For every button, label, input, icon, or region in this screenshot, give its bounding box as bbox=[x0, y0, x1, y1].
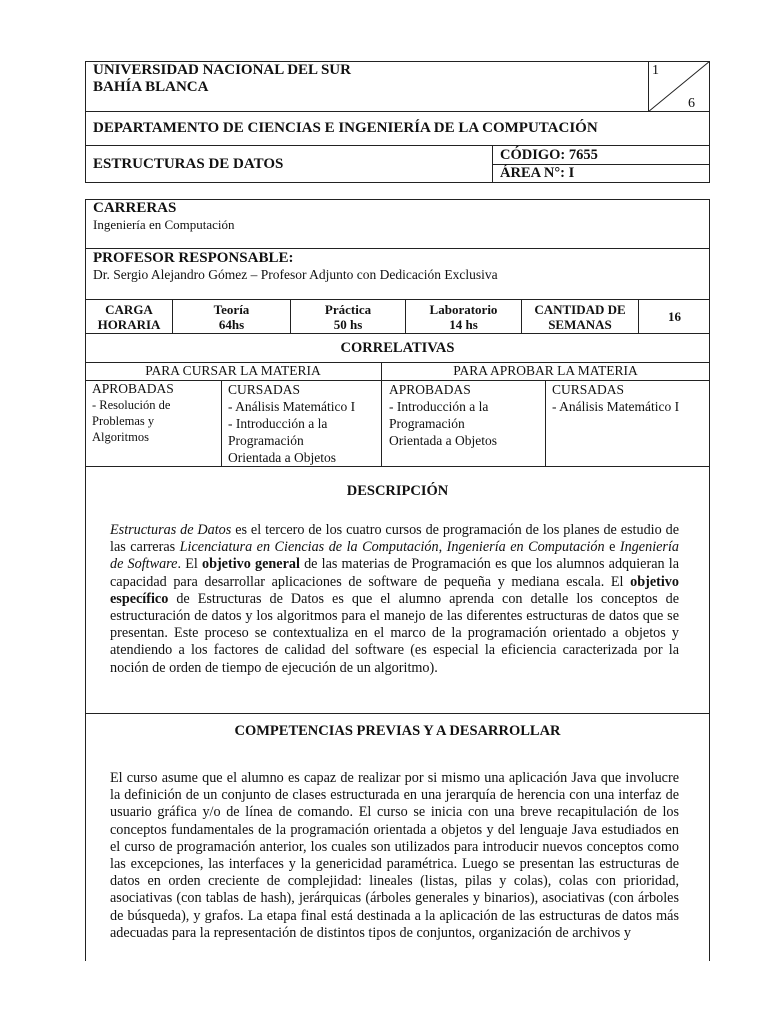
correlativas-col-enrolled-take bbox=[228, 381, 380, 466]
description-heading: DESCRIPCIÓN bbox=[346, 483, 449, 499]
correlativas-col-enrolled-pass bbox=[552, 381, 708, 415]
correlativas-col-approved-pass bbox=[389, 381, 544, 449]
weeks-label bbox=[522, 302, 638, 332]
workload-label-line2: HORARIA bbox=[97, 317, 161, 332]
competencies-paragraph: El curso asume que el alumno es capaz de realizar por si mismo una aplicación Java que involucre la definición de un conjunto de clases estructurada en una jerarquía de herencia con una interfaz de usuario gráfica y/o de línea de comando. El curso se inicia con una breve recapitulación de los conceptos fundamentales de la programación orientada a objetos y del lenguaje Java estudiados en el curso de programación anterior, los cuales son utilizados para introducir nuevos conceptos como las excepciones, las interfaces y la genericidad paramétrica. Luego se presentan las estructuras de datos en orden creciente de complejidad: lineales (listas, pilas y colas), colas con prioridad, asociativas (con tablas de hash), jerárquicas (árboles generales y binarios), asociativas (con árboles de búsqueda), y grafos. La etapa final está destinada a la aplicación de las estructuras de datos más adecuadas para la representación de distintos tipos de conjuntos, organización de archivos y bbox=[110, 770, 679, 941]
lab-label: Laboratorio bbox=[429, 302, 498, 317]
to-take-heading: PARA CURSAR LA MATERIA bbox=[145, 363, 321, 378]
col1-line-1: - Resolución de bbox=[92, 398, 171, 412]
weeks-label-line2: SEMANAS bbox=[548, 317, 612, 332]
col3-line-3: Orientada a Objetos bbox=[389, 433, 497, 448]
workload-label-line1: CARGA bbox=[105, 302, 153, 317]
course-name: ESTRUCTURAS DE DATOS bbox=[93, 156, 284, 172]
professor-value: Dr. Sergio Alejandro Gómez – Profesor Adjunto con Dedicación Exclusiva bbox=[93, 267, 498, 282]
practice-label: Práctica bbox=[324, 302, 372, 317]
theory-hours bbox=[173, 302, 290, 332]
department-name: DEPARTAMENTO DE CIENCIAS E INGENIERÍA DE LA COMPUTACIÓN bbox=[93, 120, 598, 136]
competencies-heading: COMPETENCIAS PREVIAS Y A DESARROLLAR bbox=[234, 723, 561, 739]
page-number: 1 bbox=[652, 63, 659, 78]
practice-value: 50 hs bbox=[333, 317, 363, 332]
careers-value: Ingeniería en Computación bbox=[93, 217, 235, 232]
to-pass-heading: PARA APROBAR LA MATERIA bbox=[453, 363, 638, 378]
col2-line-1: - Análisis Matemático I bbox=[228, 399, 356, 414]
col1-header: APROBADAS bbox=[92, 381, 174, 396]
col4-header: CURSADAS bbox=[552, 382, 625, 397]
desc-specific-objective: objetivo específico bbox=[110, 573, 679, 607]
col2-header: CURSADAS bbox=[228, 382, 301, 397]
weeks-label-line1: CANTIDAD DE bbox=[534, 302, 626, 317]
professor-heading: PROFESOR RESPONSABLE: bbox=[93, 250, 294, 266]
col3-line-2: Programación bbox=[389, 416, 465, 431]
col4-line-1: - Análisis Matemático I bbox=[552, 399, 680, 414]
desc-course-name: Estructuras de Datos bbox=[110, 522, 232, 538]
col1-line-2: Problemas y bbox=[92, 414, 155, 428]
university-city: BAHÍA BLANCA bbox=[93, 79, 209, 95]
practice-hours bbox=[291, 302, 405, 332]
col1-line-3: Algoritmos bbox=[92, 430, 149, 444]
course-code: CÓDIGO: 7655 bbox=[500, 147, 598, 163]
desc-general-objective: objetivo general bbox=[201, 556, 300, 573]
careers-heading: CARRERAS bbox=[93, 200, 177, 216]
workload-label bbox=[86, 302, 172, 332]
col2-line-3: Programación bbox=[228, 433, 304, 448]
university-name: UNIVERSIDAD NACIONAL DEL SUR bbox=[93, 62, 351, 78]
col2-line-4: Orientada a Objetos bbox=[228, 450, 336, 465]
correlativas-col-approved-take bbox=[92, 381, 220, 445]
lab-value: 14 hs bbox=[449, 317, 478, 332]
correlativas-heading: CORRELATIVAS bbox=[340, 340, 455, 356]
col3-header: APROBADAS bbox=[389, 382, 471, 397]
col3-line-1: - Introducción a la bbox=[389, 399, 489, 414]
weeks-value: 16 bbox=[668, 309, 681, 324]
col2-line-2: - Introducción a la bbox=[228, 416, 328, 431]
description-paragraph: Estructuras de Datos es el tercero de los cuatro cursos de programación de los planes de estudio de las carreras Licenciatura en Ciencias de la Computación, Ingeniería en Computación e Ingeniería de Software. El objetivo general de las materias de Programación es que los alumnos adquieran la capacidad para desarrollar aplicaciones de software de pequeña y mediana escala. El objetivo específico de Estructuras de Datos es que el alumno aprenda con detalle los conceptos de estructuración de datos y los algoritmos para el manejo de las diferentes estructuras de datos que se presentan. Este proceso se contextualiza en el marco de la programación orientado a objetos y atendiendo a los factores de calidad del software (es especial la eficiencia caracterizada por la noción de orden de tiempo de ejecución de un algoritmo). bbox=[110, 522, 680, 676]
theory-value: 64hs bbox=[218, 317, 245, 332]
theory-label: Teoría bbox=[213, 302, 250, 317]
lab-hours bbox=[406, 302, 521, 332]
page-total: 6 bbox=[688, 96, 695, 111]
course-area: ÁREA N°: I bbox=[500, 165, 575, 181]
